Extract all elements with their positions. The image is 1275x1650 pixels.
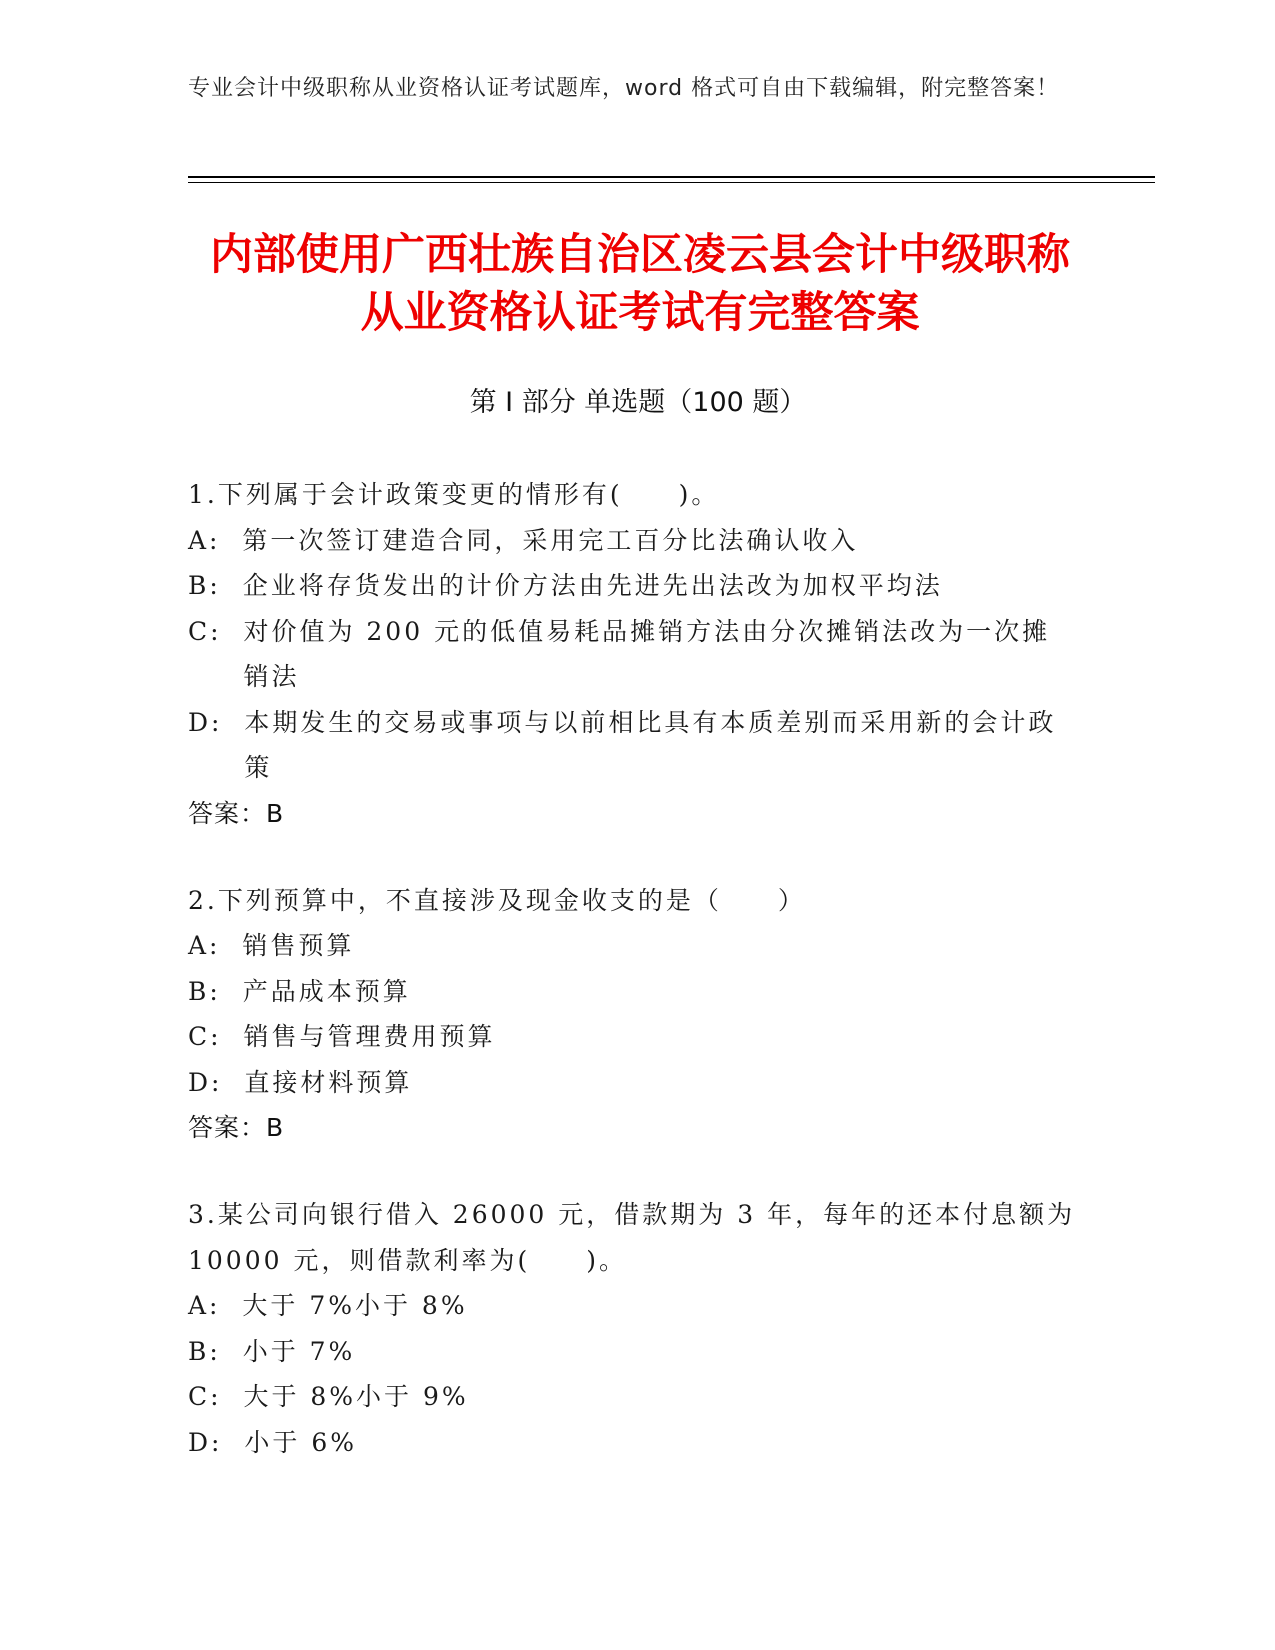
header-rule-thin	[188, 182, 1155, 183]
option-text: 对价值为 200 元的低值易耗品摊销方法由分次摊销法改为一次摊销法	[243, 616, 1051, 691]
option-text: 直接材料预算	[244, 1067, 413, 1097]
option-text: 企业将存货发出的计价方法由先进先出法改为加权平均法	[242, 571, 943, 600]
option-letter: C:	[188, 1382, 244, 1411]
option-text: 大于 7%小于 8%	[242, 1291, 468, 1320]
option-letter: D:	[188, 707, 245, 737]
option-d	[188, 1060, 1078, 1106]
option-b	[188, 1329, 1078, 1375]
option-letter: A:	[188, 1291, 243, 1320]
option-d	[188, 700, 1078, 791]
option-letter: A:	[188, 931, 243, 960]
option-c	[188, 609, 1078, 700]
option-text: 本期发生的交易或事项与以前相比具有本质差别而采用新的会计政策	[244, 707, 1057, 782]
question-2	[188, 878, 1078, 1151]
option-letter: D:	[188, 1427, 245, 1457]
question-stem: 3.某公司向银行借入 26000 元，借款期为 3 年，每年的还本付息额为 10000 元，则借款利率为( )。	[188, 1200, 1076, 1275]
option-a	[188, 1283, 1078, 1329]
option-text: 销售与管理费用预算	[243, 1022, 496, 1051]
option-letter: D:	[188, 1067, 245, 1097]
option-d	[188, 1420, 1078, 1466]
option-letter: C:	[188, 616, 244, 646]
option-letter: B:	[188, 571, 243, 600]
document-title: 内部使用广西壮族自治区凌云县会计中级职称从业资格认证考试有完整答案	[210, 230, 1070, 338]
option-a	[188, 518, 1078, 564]
question-stem: 1.下列属于会计政策变更的情形有( )。	[188, 480, 720, 509]
option-text: 小于 6%	[244, 1427, 357, 1457]
option-letter: B:	[188, 976, 243, 1006]
option-a	[188, 923, 1078, 969]
answer: 答案：B	[188, 1113, 285, 1142]
option-letter: B:	[188, 1336, 243, 1366]
header-rule-thick	[188, 176, 1155, 178]
option-b	[188, 969, 1078, 1015]
option-letter: C:	[188, 1022, 244, 1051]
option-c	[188, 1014, 1078, 1060]
option-letter: A:	[188, 525, 243, 555]
option-text: 小于 7%	[242, 1336, 356, 1366]
section-title: 第 I 部分 单选题（100 题）	[469, 387, 807, 418]
question-1	[188, 472, 1078, 836]
answer: 答案：B	[188, 798, 285, 828]
option-text: 第一次签订建造合同，采用完工百分比法确认收入	[242, 525, 859, 555]
option-text: 产品成本预算	[242, 976, 411, 1006]
option-b	[188, 563, 1078, 609]
option-text: 销售预算	[242, 931, 355, 960]
question-3	[188, 1192, 1078, 1465]
option-text: 大于 8%小于 9%	[243, 1382, 469, 1411]
option-c	[188, 1374, 1078, 1420]
question-stem: 2.下列预算中，不直接涉及现金收支的是（ ）	[188, 885, 806, 915]
question-list	[188, 472, 1078, 1507]
header-note: 专业会计中级职称从业资格认证考试题库，word 格式可自由下载编辑，附完整答案！	[188, 76, 1060, 101]
